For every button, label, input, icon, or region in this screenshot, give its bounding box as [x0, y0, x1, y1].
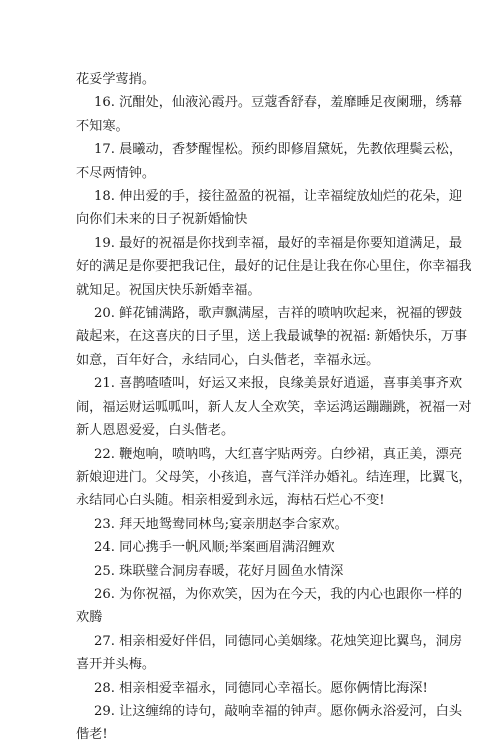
paragraph	[76, 443, 472, 513]
text-line: 22. 鞭炮响，喷呐鸣，大红喜字贴两旁。白纱裙，真正美，漂亮	[94, 446, 463, 462]
paragraph	[76, 372, 472, 442]
text-line: 就知足。祝国庆快乐新婚幸福。	[76, 282, 261, 298]
paragraph	[76, 68, 460, 91]
text-line: 20. 鲜花铺满路，歌声飘满屋，吉祥的喷呐吹起来，祝福的锣鼓	[94, 306, 463, 322]
text-line: 18. 伸出爱的手，接往盈盈的祝福，让幸福绽放灿烂的花朵，迎	[94, 189, 463, 205]
text-line: 23. 拜天地鸳鸯同林鸟;宴亲朋赵李合家欢。	[94, 516, 348, 532]
text-line: 新人恩恩爱爱，白头偕老。	[76, 423, 235, 439]
text-line: 偕老!	[76, 727, 108, 743]
text-line: 27. 相亲相爱好伴侣，同德同心美姻缘。花烛笑迎比翼鸟，洞房	[94, 633, 463, 649]
text-line: 16. 沉酣处，仙液沁霞丹。豆蔻香舒春，羞靡睡足夜阑珊，绣幕	[94, 95, 463, 111]
text-line: 28. 相亲相爱幸福永，同德同心幸福长。愿你俩情比海深!	[94, 680, 428, 696]
paragraph	[76, 630, 463, 677]
paragraph	[76, 677, 460, 700]
paragraph	[76, 536, 460, 559]
paragraph	[76, 560, 460, 583]
text-line: 不知寒。	[76, 118, 129, 134]
text-line: 花妥学莺捎。	[76, 72, 156, 87]
paragraph	[76, 138, 463, 185]
text-line: 25. 珠联璧合洞房春暖，花好月圆鱼水情深	[94, 563, 344, 579]
text-line: 永结同心白头随。相亲相爱到永远，海枯石烂心不变!	[76, 493, 385, 509]
text-line: 如意，百年好合，永结同心，白头偕老，幸福永远。	[76, 352, 380, 368]
paragraph	[76, 185, 463, 232]
paragraph	[76, 583, 463, 630]
text-line: 29. 让这缠绵的诗句，敲响幸福的钟声。愿你俩永浴爱河，白头	[94, 703, 463, 719]
text-line: 26. 为你祝福，为你欢笑，因为在今天，我的内心也跟你一样的	[94, 586, 463, 602]
paragraph	[76, 302, 468, 372]
paragraph	[76, 232, 472, 302]
text-line: 敲起来，在这喜庆的日子里，送上我最诚挚的祝福: 新婚快乐，万事	[76, 329, 468, 345]
text-line: 欢腾	[76, 610, 103, 626]
text-line: 17. 晨曦动，香梦醒惺松。预约即修眉黛妩，先教依理鬓云松，	[94, 142, 463, 158]
text-line: 闹，福运财运呱呱叫，新人友人全欢笑，幸运鸿运蹦蹦跳，祝福一对	[76, 399, 472, 415]
text-line: 喜开并头梅。	[76, 657, 156, 673]
paragraph	[76, 513, 460, 536]
text-line: 新娘迎进门。父母笑，小孩追，喜气洋洋办婚礼。结连理，比翼飞，	[76, 469, 472, 485]
text-line: 好的满足是你要把我记住，最好的记住是让我在你心里住，你幸福我	[76, 259, 472, 275]
text-line: 21. 喜鹊喳喳叫，好运又来报，良缘美景好逍遥，喜事美事齐欢	[94, 376, 463, 392]
text-line: 不尽两情钟。	[76, 165, 156, 181]
text-line: 向你们未来的日子祝新婚愉快	[76, 212, 248, 228]
text-line: 24. 同心携手一帆风顺;举案画眉满沼鲤欢	[94, 540, 335, 556]
paragraph	[76, 91, 463, 138]
text-line: 19. 最好的祝福是你找到幸福，最好的幸福是你要知道满足，最	[94, 235, 463, 251]
